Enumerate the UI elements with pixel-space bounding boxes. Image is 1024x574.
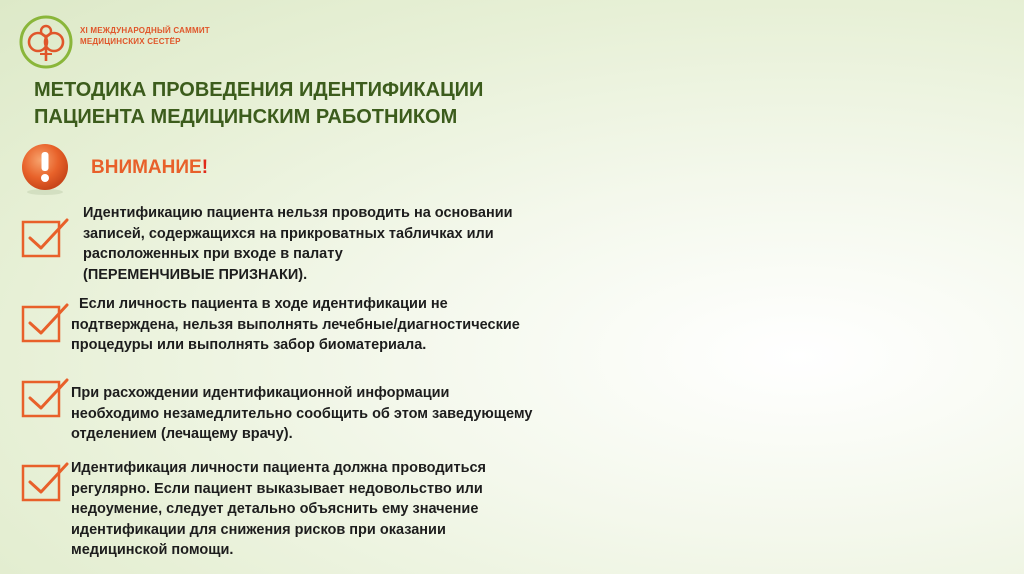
item-line: Если личность пациента в ходе идентификации не bbox=[79, 296, 448, 312]
list-item bbox=[71, 294, 591, 356]
logo-text bbox=[80, 25, 210, 47]
item-line: расположенных при входе в палату bbox=[83, 246, 343, 262]
item-line: недоумение, следует детально объяснить ему значение bbox=[71, 501, 479, 517]
attention-mark: ! bbox=[201, 157, 209, 178]
attention-label: ВНИМАНИЕ bbox=[91, 157, 202, 178]
item-line: записей, содержащихся на прикроватных табличках или bbox=[83, 225, 494, 242]
checkbox-check-icon bbox=[20, 299, 70, 345]
summit-logo-icon bbox=[18, 14, 74, 70]
attention-heading bbox=[91, 157, 208, 179]
list-item bbox=[71, 458, 591, 561]
item-line: регулярно. Если пациент выказывает недовольство или bbox=[71, 480, 483, 497]
item-line: подтверждена, нельзя выполнять лечебные/диагностические bbox=[71, 316, 520, 333]
checkbox-check-icon bbox=[20, 458, 70, 504]
page-title bbox=[34, 77, 674, 131]
title-line-1: МЕТОДИКА ПРОВЕДЕНИЯ ИДЕНТИФИКАЦИИ bbox=[34, 79, 484, 101]
checkbox-check-icon bbox=[20, 374, 70, 420]
item-line: Идентификация личности пациента должна проводиться bbox=[71, 460, 487, 476]
logo-line-1: XI МЕЖДУНАРОДНЫЙ САММИТ bbox=[80, 26, 210, 35]
item-line: идентификации для снижения рисков при оказании bbox=[71, 521, 446, 538]
list-item bbox=[83, 203, 603, 285]
item-line: медицинской помощи. bbox=[71, 542, 234, 558]
item-line: (ПЕРЕМЕНЧИВЫЕ ПРИЗНАКИ). bbox=[83, 266, 308, 283]
checkbox-check-icon bbox=[20, 214, 70, 260]
item-line: процедуры или выполнять забор биоматериала. bbox=[71, 337, 427, 353]
item-line: отделением (лечащему врачу). bbox=[71, 426, 293, 442]
title-line-2: ПАЦИЕНТА МЕДИЦИНСКИМ РАБОТНИКОМ bbox=[34, 106, 458, 128]
item-line: При расхождении идентификационной информации bbox=[71, 385, 450, 401]
item-line: Идентификацию пациента нельзя проводить на основании bbox=[83, 205, 513, 221]
exclamation-icon bbox=[18, 142, 72, 196]
list-item bbox=[71, 383, 591, 445]
item-line: необходимо незамедлительно сообщить об этом заведующему bbox=[71, 405, 533, 422]
logo-line-2: МЕДИЦИНСКИХ СЕСТЁР bbox=[80, 37, 181, 46]
